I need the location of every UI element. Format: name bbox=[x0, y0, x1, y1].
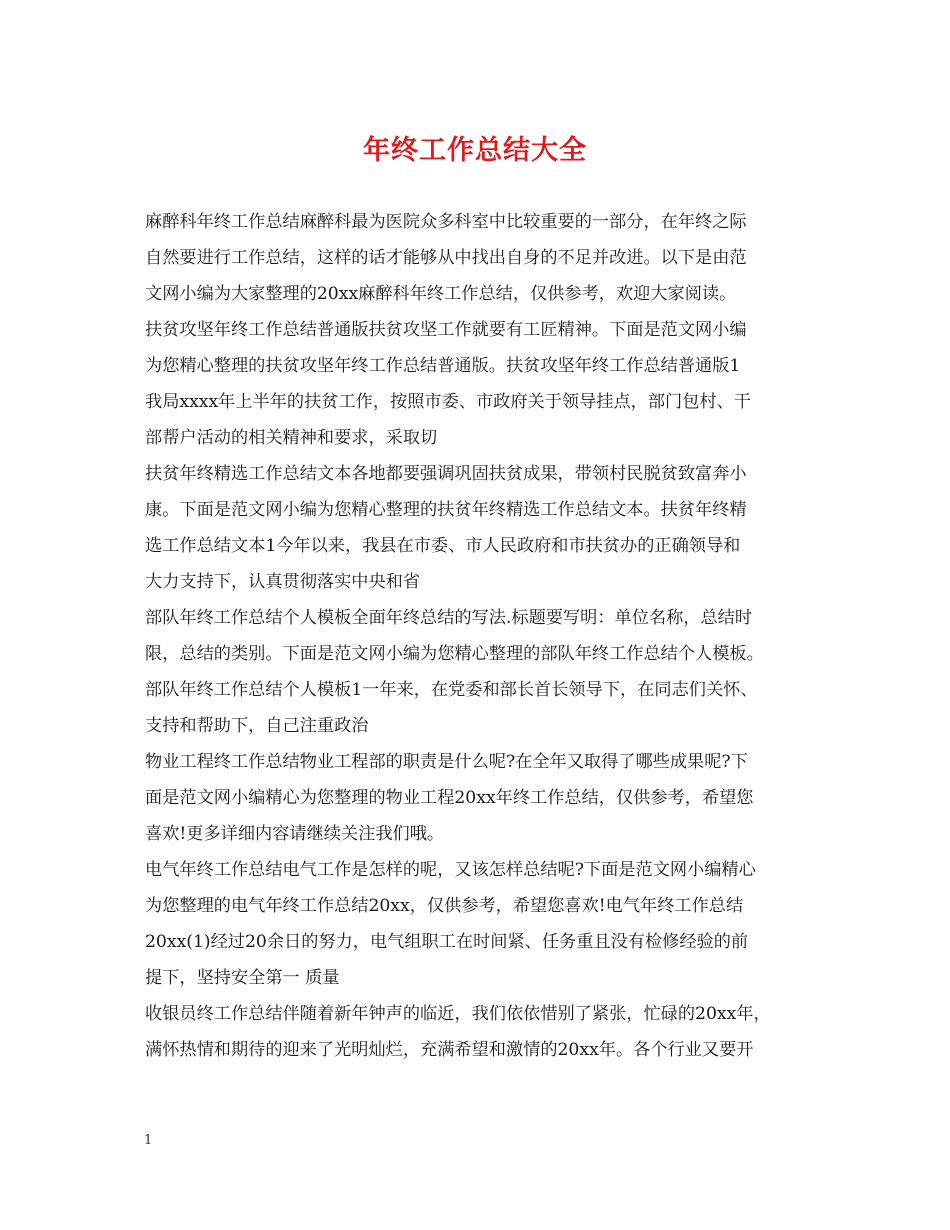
text-line: 部队年终工作总结个人模板1一年来，在党委和部长首长领导下，在同志们关怀、 bbox=[145, 680, 758, 700]
text-line: 文网小编为大家整理的20xx麻醉科年终工作总结，仅供参考，欢迎大家阅读。 bbox=[145, 284, 737, 304]
text-line: 康。下面是范文网小编为您精心整理的扶贫年终精选工作总结文本。扶贫年终精 bbox=[145, 500, 747, 520]
text-line: 20xx(1)经过20余日的努力，电气组职工在时间紧、任务重且没有检修经验的前 bbox=[145, 932, 749, 952]
body-text bbox=[145, 204, 813, 1068]
text-line: 提下，坚持安全第一 质量 bbox=[145, 968, 340, 988]
text-line: 我局xxxx年上半年的扶贫工作，按照市委、市政府关于领导挂点，部门包村、干 bbox=[145, 392, 751, 412]
text-line: 自然要进行工作总结，这样的话才能够从中找出自身的不足并改进。以下是由范 bbox=[145, 248, 747, 268]
text-line: 麻醉科年终工作总结麻醉科最为医院众多科室中比较重要的一部分，在年终之际 bbox=[145, 212, 747, 232]
text-line: 物业工程终工作总结物业工程部的职责是什么呢?在全年又取得了哪些成果呢?下 bbox=[145, 752, 748, 772]
text-line: 大力支持下，认真贯彻落实中央和省 bbox=[145, 572, 421, 592]
page-number: 1 bbox=[144, 1133, 153, 1148]
text-line: 电气年终工作总结电气工作是怎样的呢，又该怎样总结呢?下面是范文网小编精心 bbox=[145, 860, 756, 880]
text-line: 收银员终工作总结伴随着新年钟声的临近，我们依依惜别了紧张，忙碌的20xx年， bbox=[145, 1004, 771, 1024]
text-line: 为您整理的电气年终工作总结20xx，仅供参考，希望您喜欢!电气年终工作总结 bbox=[145, 896, 744, 916]
text-line: 部队年终工作总结个人模板全面年终总结的写法.标题要写明：单位名称，总结时 bbox=[145, 608, 753, 628]
text-line: 扶贫攻坚年终工作总结普通版扶贫攻坚工作就要有工匠精神。下面是范文网小编 bbox=[145, 320, 747, 340]
text-line: 为您精心整理的扶贫攻坚年终工作总结普通版。扶贫攻坚年终工作总结普通版1 bbox=[145, 356, 741, 376]
text-line: 喜欢!更多详细内容请继续关注我们哦。 bbox=[145, 824, 445, 844]
text-line: 支持和帮助下，自己注重政治 bbox=[145, 716, 369, 736]
text-line: 满怀热情和期待的迎来了光明灿烂，充满希望和激情的20xx年。各个行业又要开 bbox=[145, 1040, 754, 1060]
text-line: 扶贫年终精选工作总结文本各地都要强调巩固扶贫成果，带领村民脱贫致富奔小 bbox=[145, 464, 747, 484]
text-line: 限，总结的类别。下面是范文网小编为您精心整理的部队年终工作总结个人模板。 bbox=[145, 644, 764, 664]
text-line: 选工作总结文本1今年以来，我县在市委、市人民政府和市扶贫办的正确领导和 bbox=[145, 536, 741, 556]
text-line: 部帮户活动的相关精神和要求，采取切 bbox=[145, 428, 438, 448]
text-line: 面是范文网小编精心为您整理的物业工程20xx年终工作总结，仅供参考，希望您 bbox=[145, 788, 754, 808]
page-title: 年终工作总结大全 bbox=[363, 135, 587, 166]
